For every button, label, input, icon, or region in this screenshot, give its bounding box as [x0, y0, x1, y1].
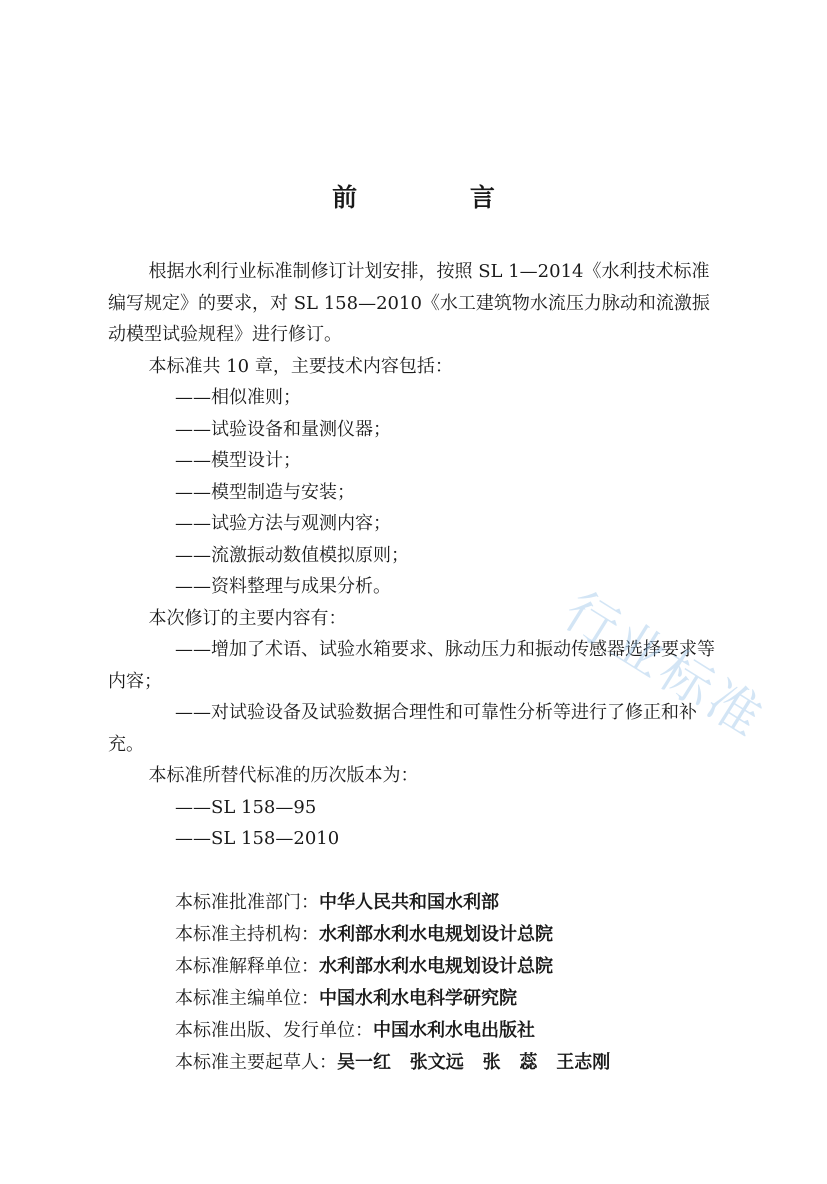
chapter-item: ——资料整理与成果分析。	[175, 576, 391, 597]
revision-item: ——增加了术语、试验水箱要求、脉动压力和振动传感器选择要求等内容；	[108, 639, 715, 692]
meta-label: 本标准主要起草人：	[175, 1052, 337, 1073]
intro-paragraph: 根据水利行业标准制修订计划安排，按照 SL 1—2014《水利技术标准编写规定》的要求，对 SL 158—2010《水工建筑物水流压力脉动和流激振动模型试验规程》进行修订。	[108, 261, 710, 345]
history-item: ——SL 158—95	[175, 796, 317, 818]
meta-row-chief-editor	[175, 983, 610, 1015]
meta-row-approval	[175, 887, 610, 919]
chapters-intro: 本标准共 10 章，主要技术内容包括：	[148, 355, 453, 377]
watermark-text: 行业标准	[553, 581, 776, 751]
meta-label: 本标准主编单位：	[175, 988, 319, 1009]
history-item: ——SL 158—2010	[175, 828, 340, 849]
history-intro: 本标准所替代标准的历次版本为：	[148, 765, 419, 786]
preface-body	[108, 256, 722, 855]
meta-row-drafters	[175, 1047, 610, 1079]
meta-row-host	[175, 919, 610, 951]
revision-item: ——对试验设备及试验数据合理性和可靠性分析等进行了修正和补充。	[108, 702, 697, 755]
meta-label: 本标准批准部门：	[175, 892, 319, 913]
meta-value: 吴一红 张文远 张 蕊 王志刚	[337, 1052, 611, 1073]
meta-label: 本标准解释单位：	[175, 956, 319, 977]
meta-value: 中华人民共和国水利部	[319, 892, 499, 913]
chapter-item: ——试验方法与观测内容；	[175, 513, 391, 534]
meta-value: 水利部水利水电规划设计总院	[319, 956, 553, 977]
chapter-item: ——相似准则；	[175, 387, 301, 408]
meta-value: 中国水利水电出版社	[373, 1020, 535, 1041]
meta-row-publisher	[175, 1015, 610, 1047]
chapter-item: ——模型制造与安装；	[175, 481, 355, 503]
meta-row-interpretation	[175, 951, 610, 983]
chapter-item: ——试验设备和量测仪器；	[175, 418, 391, 440]
meta-value: 水利部水利水电规划设计总院	[319, 924, 553, 945]
standard-metadata	[175, 887, 610, 1079]
meta-label: 本标准主持机构：	[175, 924, 319, 945]
chapter-item: ——流激振动数值模拟原则；	[175, 544, 409, 566]
meta-label: 本标准出版、发行单位：	[175, 1020, 373, 1041]
revision-intro: 本次修订的主要内容有：	[148, 607, 347, 629]
page-title: 前 言	[332, 183, 547, 212]
chapter-item: ——模型设计；	[175, 450, 301, 471]
meta-value: 中国水利水电科学研究院	[319, 988, 517, 1009]
